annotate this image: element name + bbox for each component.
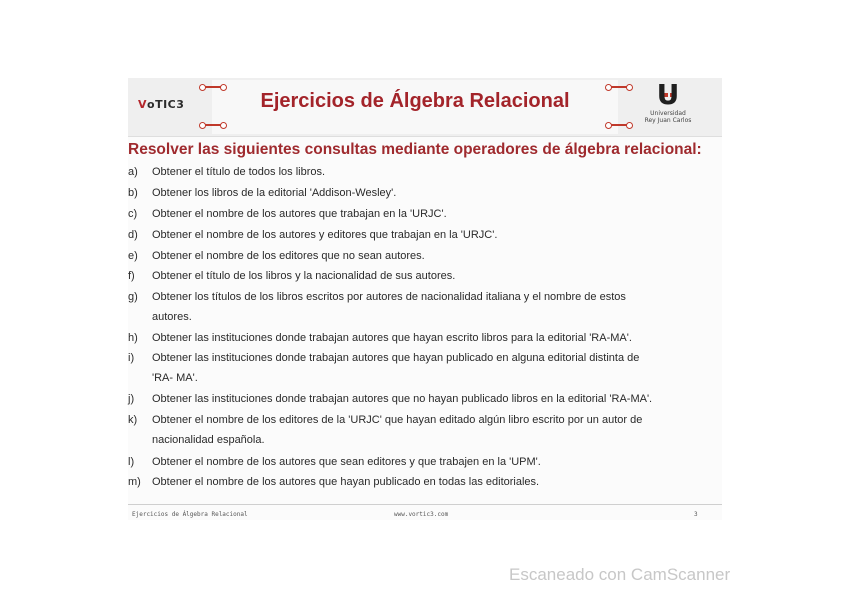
camscanner-watermark: Escaneado con CamScanner <box>509 565 731 584</box>
university-logo-icon <box>618 80 718 134</box>
university-name-line-1: Universidad <box>650 110 686 117</box>
slide <box>128 78 722 520</box>
footer-title: Ejercicios de Álgebra Relacional <box>132 511 248 518</box>
logo-letter-o: o <box>147 97 156 111</box>
item-text: Obtener el nombre de los autores y editores que trabajan en la 'URJC'. <box>152 229 498 241</box>
item-text: Obtener los libros de la editorial 'Addison-Wesley'. <box>152 187 397 199</box>
item-text: Obtener las instituciones donde trabajan autores que hayan publicado en alguna editorial distinta de <box>152 352 640 364</box>
item-text-continuation: nacionalidad española. <box>152 434 265 446</box>
university-name-line-2: Rey Juan Carlos <box>644 117 692 124</box>
item-text: Obtener el título de todos los libros. <box>152 166 326 178</box>
item-text: Obtener el nombre de los editores que no sean autores. <box>152 250 425 262</box>
item-letter: k) <box>128 414 138 426</box>
item-text-continuation: autores. <box>152 311 192 323</box>
item-text: Obtener el nombre de los editores de la 'URJC' que hayan editado algún libro escrito por un autor de <box>152 414 643 426</box>
item-text: Obtener el título de los libros y la nacionalidad de sus autores. <box>152 270 456 282</box>
footer-page-number: 3 <box>694 511 698 518</box>
item-letter: b) <box>128 187 138 199</box>
item-letter: d) <box>128 229 138 241</box>
footer-url: www.vortic3.com <box>394 511 449 518</box>
item-text-continuation: 'RA- MA'. <box>152 372 198 384</box>
item-letter: a) <box>128 166 138 178</box>
item-letter: j) <box>128 393 135 405</box>
item-text: Obtener el nombre de los autores que hayan publicado en todas las editoriales. <box>152 476 540 488</box>
item-text: Obtener las instituciones donde trabajan autores que no hayan publicado libros en la editorial 'RA-MA'. <box>152 393 653 405</box>
item-text: Obtener las instituciones donde trabajan autores que hayan escrito libros para la editorial 'RA-MA'. <box>152 332 632 344</box>
item-letter: i) <box>128 352 135 364</box>
logo-text: TIC3 <box>155 97 185 111</box>
item-letter: g) <box>128 291 138 303</box>
item-text: Obtener el nombre de los autores que sean editores y que trabajen en la 'UPM'. <box>152 456 541 468</box>
item-letter: f) <box>128 270 135 282</box>
logo-letter-v: V <box>138 97 148 111</box>
item-letter: h) <box>128 332 138 344</box>
vortic3-logo <box>138 92 208 116</box>
item-letter: c) <box>128 208 138 220</box>
connector-icon <box>202 124 224 126</box>
page-title: Ejercicios de Álgebra Relacional <box>260 90 570 112</box>
item-letter: e) <box>128 250 138 262</box>
slide-footer <box>128 504 722 521</box>
connector-icon <box>202 86 224 88</box>
item-letter: l) <box>128 456 135 468</box>
item-text: Obtener el nombre de los autores que trabajan en la 'URJC'. <box>152 208 447 220</box>
item-text: Obtener los títulos de los libros escritos por autores de nacionalidad italiana y el nombre de estos <box>152 291 626 303</box>
university-logo-glyph: U <box>656 78 680 111</box>
item-letter: m) <box>128 476 141 488</box>
exercise-heading: Resolver las siguientes consultas mediante operadores de álgebra relacional: <box>128 141 702 158</box>
slide-header <box>128 78 722 137</box>
